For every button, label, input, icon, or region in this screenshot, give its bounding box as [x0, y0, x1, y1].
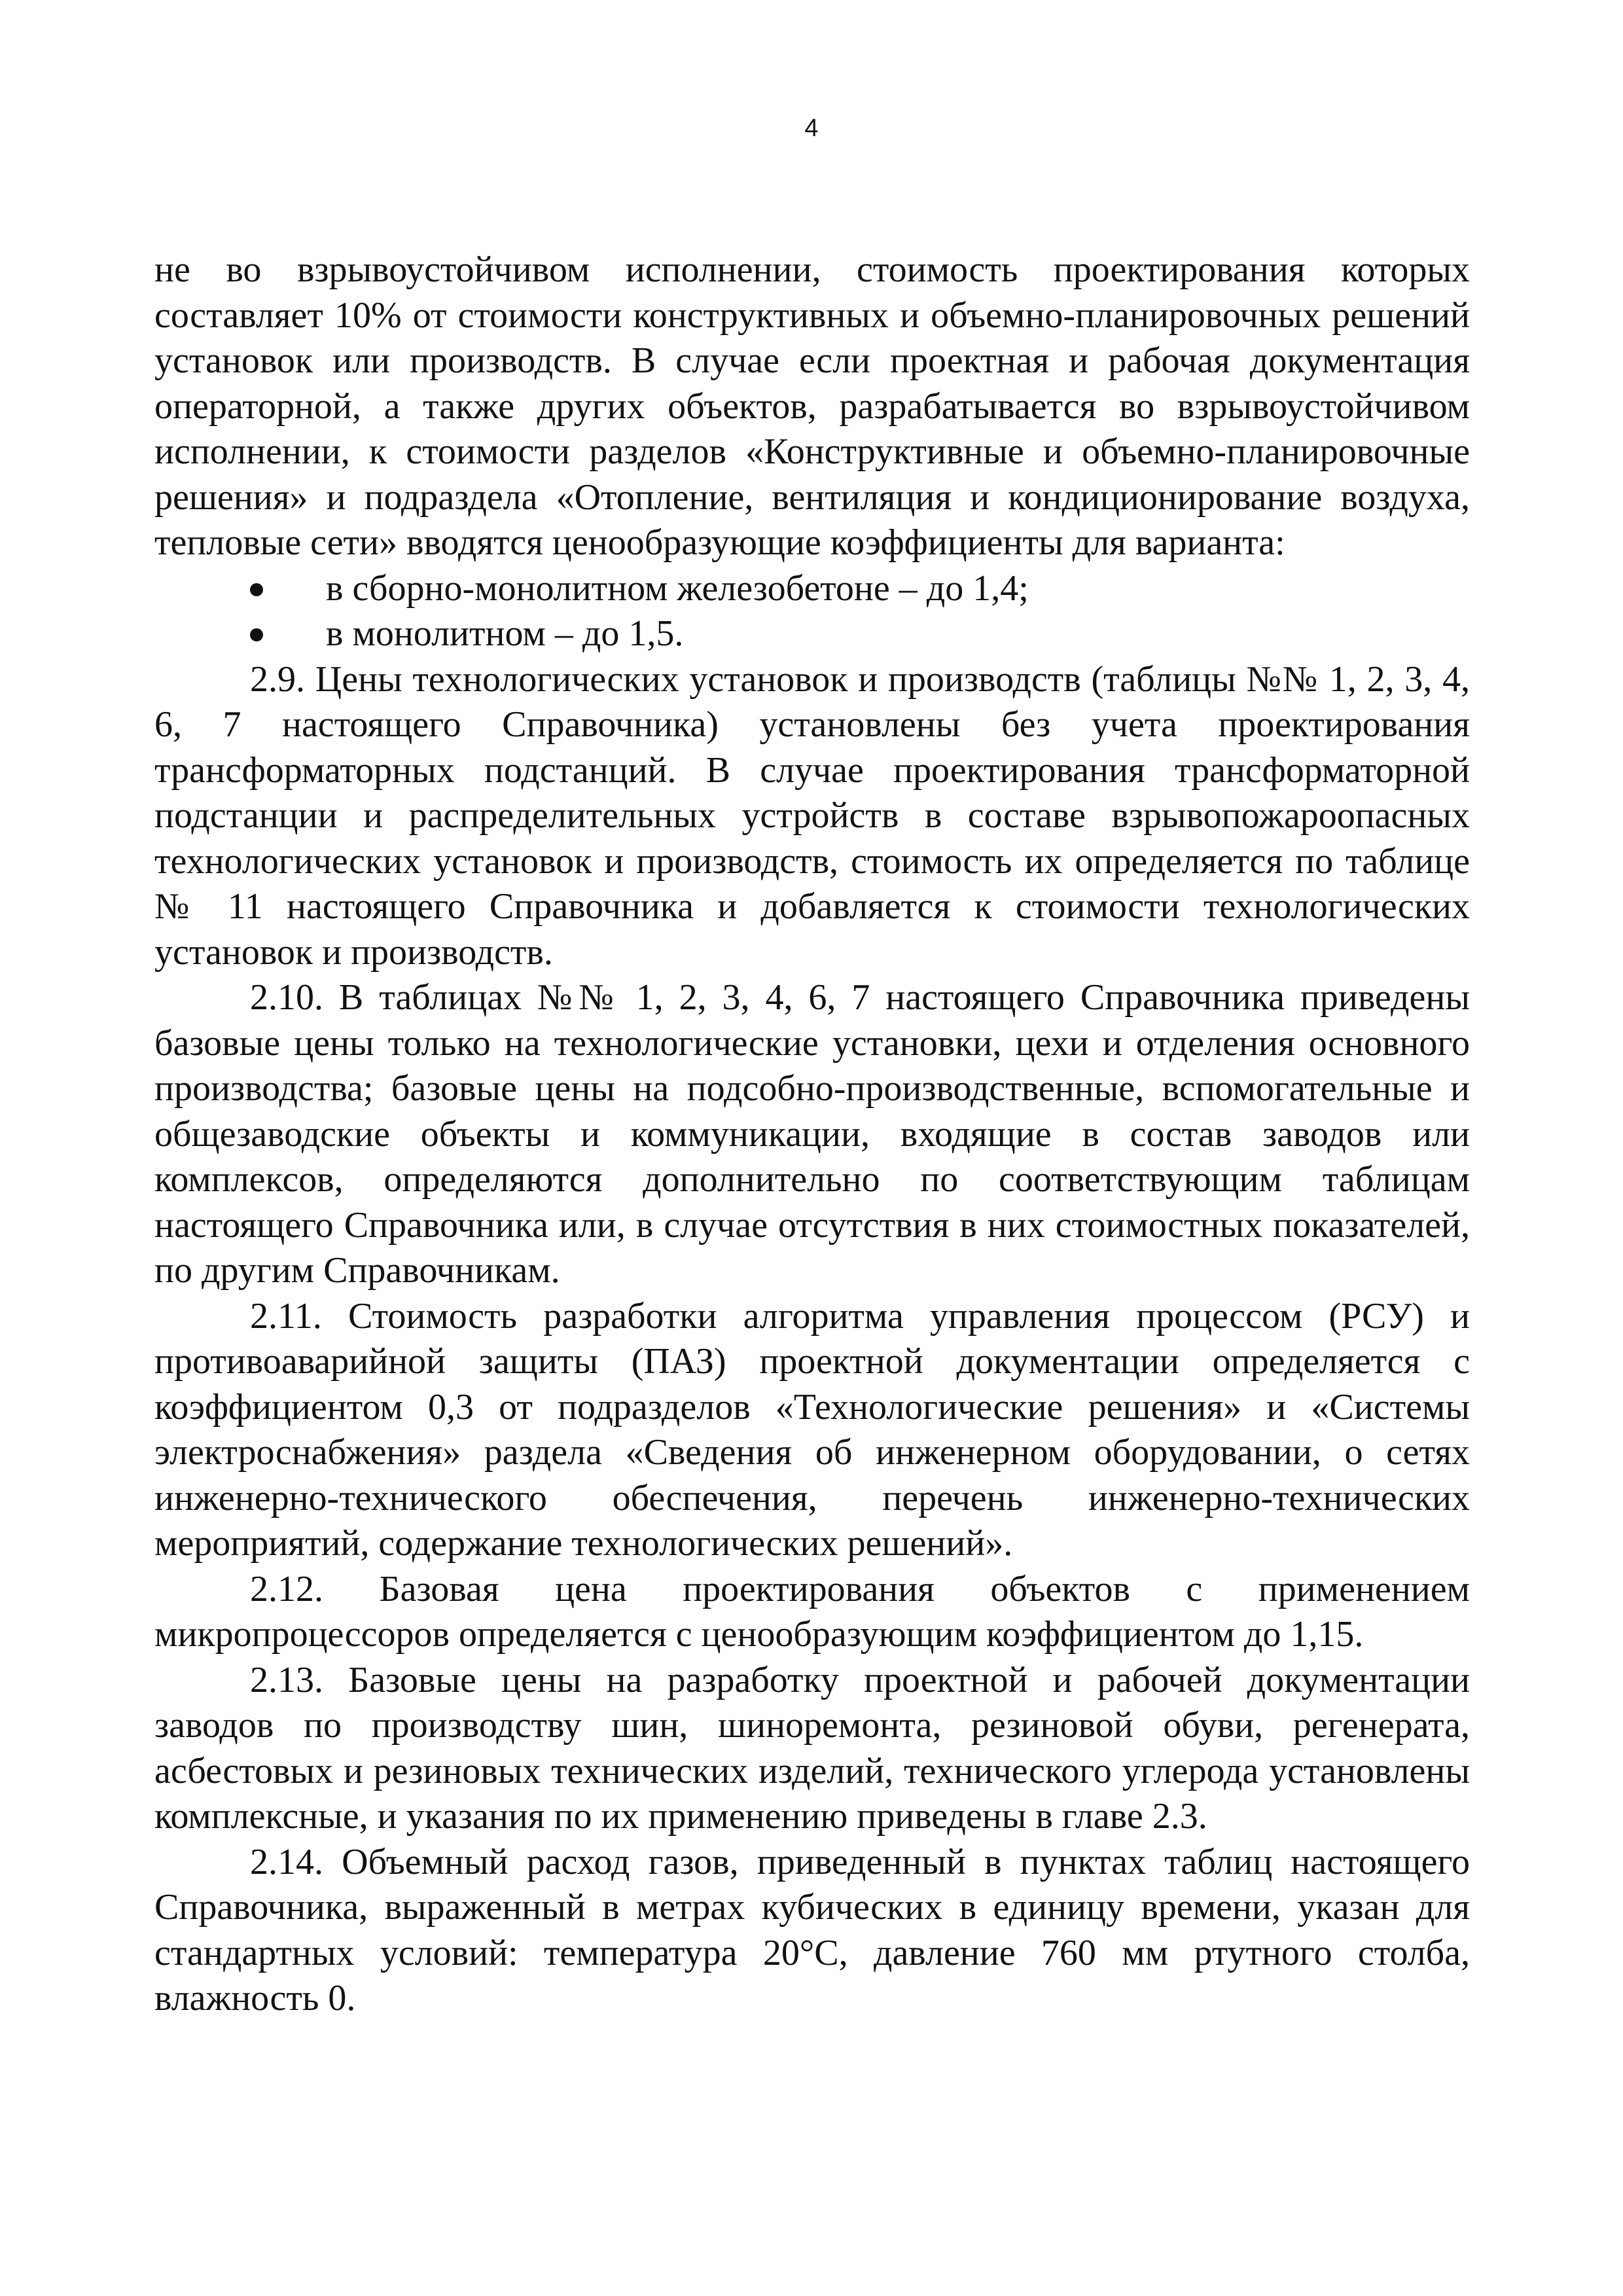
paragraph-2-11: 2.11. Стоимость разработки алгоритма управления процессом (РСУ) и противоаварийной защиты (ПАЗ) проектной документации определяется с коэффициентом 0,3 от подразделов «Технологические решения» и «Системы электроснабжения» раздела «Сведения об инженерном оборудовании, о сетях инженерно-технического обеспечения, перечень инженерно-технических мероприятий, содержание технологических решений». [154, 1295, 1470, 1564]
list-item [154, 566, 1470, 612]
bullet-icon [250, 583, 263, 596]
paragraph-2-13: 2.13. Базовые цены на разработку проектной и рабочей документации заводов по производству шин, шиноремонта, резиновой обуви, регенерата, асбестовых и резиновых технических изделий, технического углерода установлены комплексные, и указания по их применению приведены в главе 2.3. [154, 1659, 1470, 1837]
bullet-icon [250, 628, 263, 641]
coefficient-list [154, 566, 1470, 657]
document-body [154, 247, 1470, 2022]
paragraph-2-10: 2.10. В таблицах №№ 1, 2, 3, 4, 6, 7 настоящего Справочника приведены базовые цены только на технологические установки, цехи и отделения основного производства; базовые цены на подсобно-производственные, вспомогательные и общезаводские объекты и коммуникации, входящие в состав заводов или комплексов, определяются дополнительно по соответствующим таблицам настоящего Справочника или, в случае отсутствия в них стоимостных показателей, по другим Справочникам. [154, 977, 1470, 1291]
paragraph-2-14: 2.14. Объемный расход газов, приведенный в пунктах таблиц настоящего Справочника, выраженный в метрах кубических в единицу времени, указан для стандартных условий: температура 20°С, давление 760 мм ртутного столба, влажность 0. [154, 1841, 1470, 2018]
paragraph-intro: не во взрывоустойчивом исполнении, стоимость проектирования которых составляет 10% от стоимости конструктивных и объемно-планировочных решений установок или производств. В случае если проектная и рабочая документация операторной, а также других объектов, разрабатывается во взрывоустойчивом исполнении, к стоимости разделов «Конструктивные и объемно-планировочные решения» и подраздела «Отопление, вентиляция и кондиционирование воздуха, тепловые сети» вводятся ценообразующие коэффициенты для варианта: [154, 249, 1470, 563]
paragraph-2-12: 2.12. Базовая цена проектирования объектов с применением микропроцессоров определяется с ценообразующим коэффициентом до 1,15. [154, 1568, 1470, 1655]
page-number: 4 [804, 115, 819, 142]
list-item-text: в сборно-монолитном железобетоне – до 1,4; [326, 567, 1029, 609]
list-item-text: в монолитном – до 1,5. [326, 613, 684, 654]
paragraph-2-9: 2.9. Цены технологических установок и производств (таблицы №№ 1, 2, 3, 4, 6, 7 настоящего Справочника) установлены без учета проектирования трансформаторных подстанций. В случае проектирования трансформаторной подстанции и распределительных устройств в составе взрывопожароопасных технологических установок и производств, стоимость их определяется по таблице № 11 настоящего Справочника и добавляется к стоимости технологических установок и производств. [154, 658, 1470, 973]
list-item [154, 611, 1470, 657]
